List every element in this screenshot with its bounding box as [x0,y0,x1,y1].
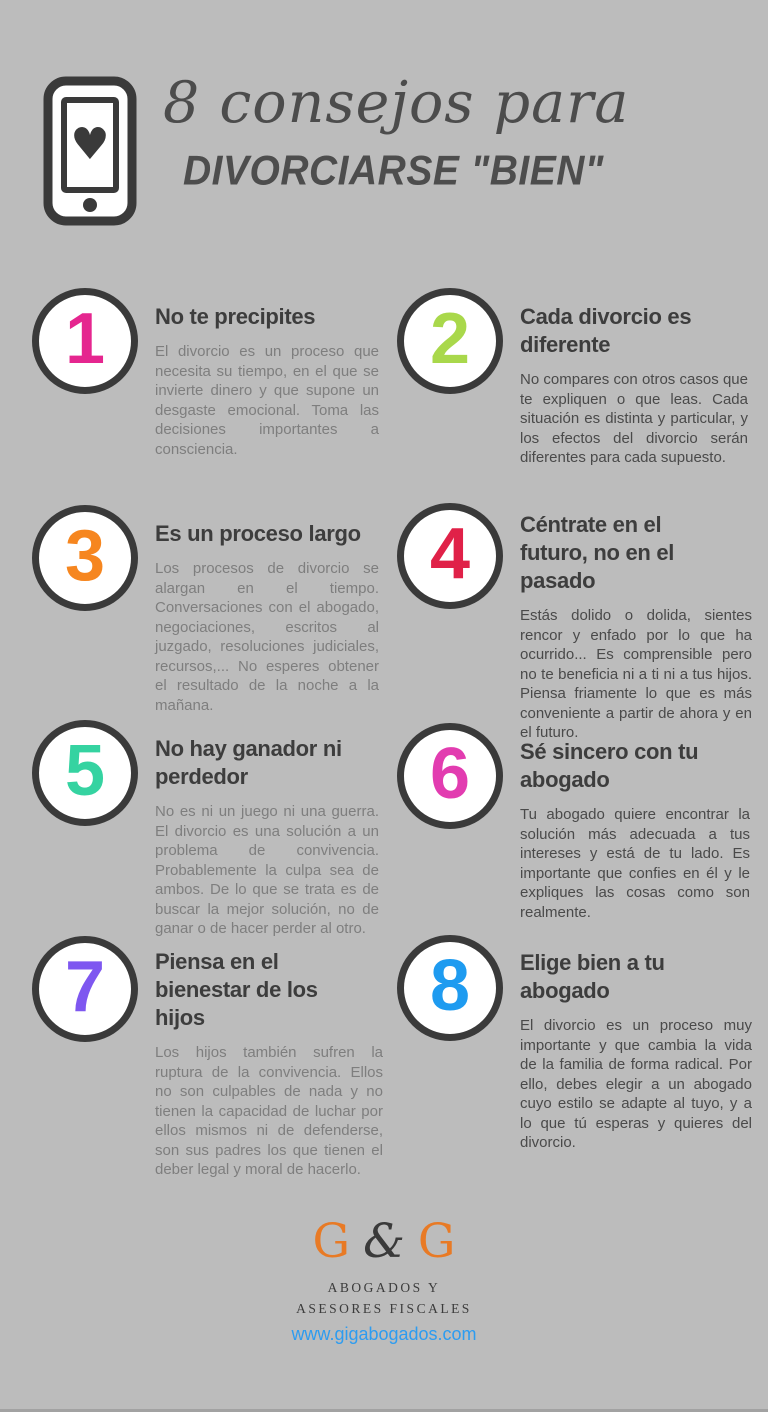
item-1-title: No te precipites [155,304,316,329]
item-4 [520,511,752,743]
page-title-script: 8 consejos para [163,70,630,136]
item-8 [520,949,752,1153]
gg-logo-monogram [0,1214,768,1269]
item-6-title: Sé sincero con tu abogado [520,739,699,792]
item-7-number: 7 [64,947,106,1027]
item-4-number-circle [397,503,503,609]
item-3-number-circle [32,505,138,611]
item-2-title: Cada divorcio es diferente [520,304,692,357]
item-4-title: Céntrate en el futuro, no en el pasado [520,512,675,593]
item-2-number-circle [397,288,503,394]
item-6 [520,738,750,922]
item-4-body: Estás dolido o dolida, sientes rencor y enfado por lo que ha ocurrido... Es comprensible pero no te beneficia ni a ti ni a tus hijos. Piensa friamente lo que es más conveniente a partir de ahora y en el futuro. [520,607,752,741]
item-1-number-circle [32,288,138,394]
logo-subtitle [0,1277,768,1319]
item-2-body: No compares con otros casos que te expliquen o que leas. Cada situación es distinta y particular, y los efectos del divorcio serán diferentes para cada supuesto. [520,371,748,466]
item-7-title: Piensa en el bienestar de los hijos [155,949,318,1030]
gg-logo [0,1214,768,1319]
item-6-number-circle [397,723,503,829]
item-3-body: Los procesos de divorcio se alargan en el tiempo. Conversaciones con el abogado, negociaciones, escritos al juzgado, resoluciones judiciales, recursos,... No esperes obtener el resultado de la noche a la mañana. [155,560,379,714]
item-8-title: Elige bien a tu abogado [520,950,665,1003]
item-6-body: Tu abogado quiere encontrar la solución más adecuada a tus intereses y está de tu lado. Es importante que confies en él y le expliques las cosas como son realmente. [520,806,750,921]
item-7 [155,948,383,1180]
item-2 [520,303,748,468]
item-7-number-circle [32,936,138,1042]
item-1-number: 1 [64,299,106,379]
item-7-body: Los hijos también sufren la ruptura de la convivencia. Ellos no son culpables de nada y no tienen la capacidad de luchar por ellos mismos ni de defenderse, son sus padres los que tienen el deber legal y moral de hacerlo. [155,1044,383,1178]
item-5-title: No hay ganador ni perdedor [155,736,342,789]
logo-letter-g1: G [312,1214,351,1269]
logo-ampersand: & [363,1214,405,1269]
item-4-number: 4 [429,514,471,594]
page-title-main: DIVORCIARSE "BIEN" [183,148,604,195]
item-8-body: El divorcio es un proceso muy importante y que cambia la vida de la familia de forma radical. Por ello, debes elegir a un abogado cuyo estilo se adapte al tuyo, y a lo que tú esperas y quieres del divorcio. [520,1017,752,1151]
item-1 [155,303,379,459]
website-link[interactable]: www.gigabogados.com [291,1324,477,1344]
item-5-number: 5 [64,731,106,811]
logo-subtitle-line2: ASESORES FISCALES [296,1301,472,1316]
item-5-body: No es ni un juego ni una guerra. El divorcio es una solución a un problema de convivencia. Probablemente la culpa sea de ambos. De lo que se trata es de buscar la mejor solución, no de ganar o de hacer perder al otro. [155,803,379,937]
item-5 [155,735,379,939]
item-2-number: 2 [429,299,471,379]
phone-heart-icon [43,76,137,231]
item-1-body: El divorcio es un proceso que necesita su tiempo, en el que se invierte dinero y que supone un desgaste emocional. Toma las decisiones importantes a consciencia. [155,343,379,458]
svg-text:♥: ♥ [70,119,110,170]
item-5-number-circle [32,720,138,826]
item-8-number-circle [397,935,503,1041]
item-3-title: Es un proceso largo [155,521,361,546]
logo-subtitle-line1: ABOGADOS Y [327,1280,441,1295]
item-8-number: 8 [429,946,471,1026]
logo-letter-g2: G [417,1214,456,1269]
item-6-number: 6 [429,734,471,814]
item-3 [155,520,379,715]
item-3-number: 3 [64,516,106,596]
